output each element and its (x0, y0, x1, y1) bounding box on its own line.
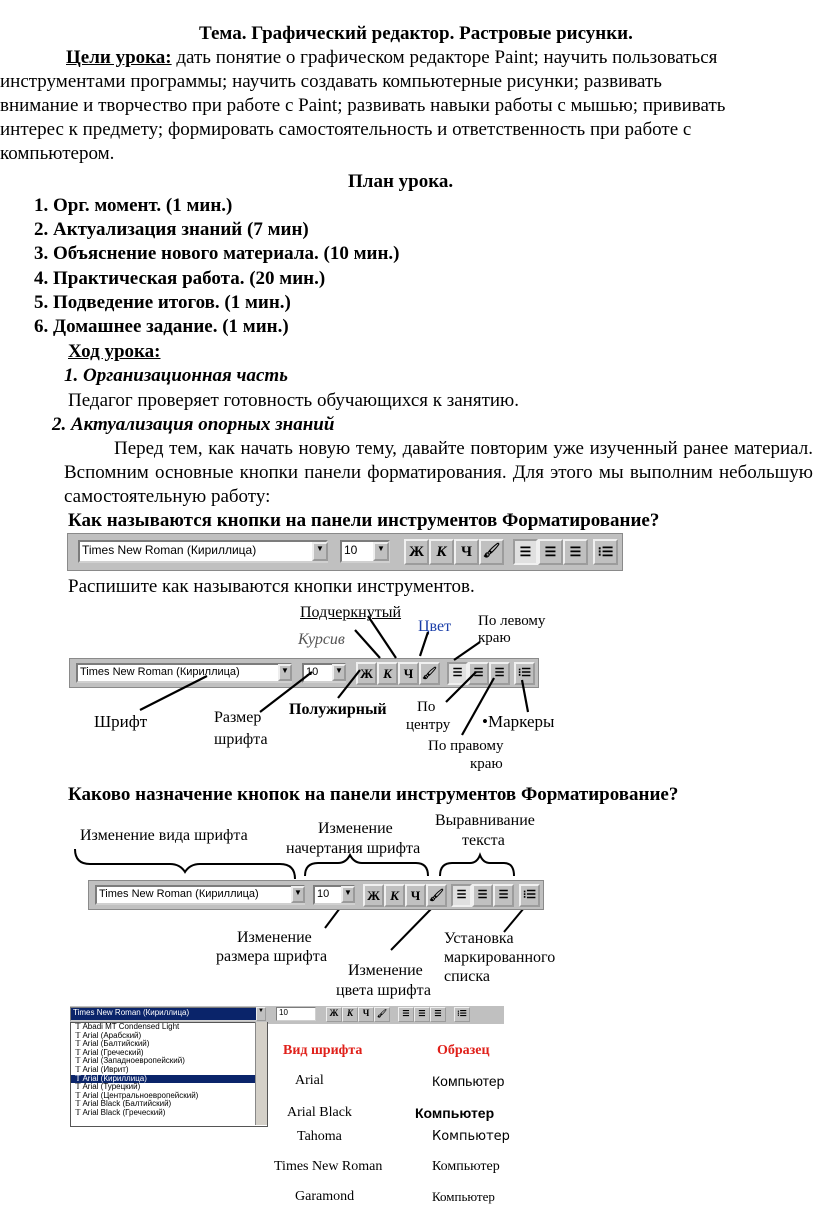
align-right-icon[interactable]: ☰ (493, 884, 514, 907)
bullet-list-icon[interactable]: ⁝☰ (514, 662, 535, 685)
label-left-1: По левому (478, 613, 546, 629)
label-list-2: маркированного (444, 949, 556, 966)
bullet-list-icon[interactable]: ⁝☰ (454, 1007, 470, 1022)
font-dropdown-arrow-icon[interactable]: ▼ (291, 886, 305, 903)
font-list-scrollbar[interactable] (255, 1022, 267, 1125)
font-color-icon[interactable]: 🖌 (374, 1007, 390, 1022)
section2-line-3: выполним небольшую самостоятельную работу: (64, 462, 813, 507)
label-font: Шрифт (94, 712, 148, 731)
font-list-item[interactable]: 𝕋 Arial (Греческий) (75, 1047, 144, 1057)
label-list-3: списка (444, 968, 490, 985)
font-row-sample: Компьютер (432, 1073, 505, 1089)
font-row-name: Arial Black (287, 1105, 352, 1120)
label-style-1: Изменение (318, 820, 393, 837)
question-1: Как называются кнопки на панели инструментов Форматирование? (68, 510, 660, 531)
font-size-combo[interactable]: 10 (302, 663, 346, 683)
font-row-sample: Компьютер (432, 1129, 510, 1144)
font-list-item[interactable]: 𝕋 Arial (Балтийский) (75, 1039, 150, 1049)
label-color: Цвет (418, 618, 452, 635)
italic-button[interactable]: К (342, 1007, 358, 1022)
size-dropdown-arrow-icon[interactable]: ▼ (373, 542, 389, 561)
bullet-list-icon[interactable]: ⁝☰ (519, 884, 540, 907)
goals-label: Цели урока: (66, 47, 172, 68)
label-align-1: Выравнивание (435, 812, 535, 829)
bold-button[interactable]: Ж (363, 884, 384, 907)
section2-title: 2. Актуализация опорных знаний (52, 414, 335, 435)
align-left-icon[interactable]: ☰ (513, 539, 538, 565)
font-list-item[interactable]: 𝕋 Arial Black (Балтийский) (75, 1099, 172, 1109)
font-size-combo[interactable]: 10 (313, 885, 355, 905)
align-center-icon[interactable]: ☰ (538, 539, 563, 565)
page-title: Тема. Графический редактор. Растровые рисунки. (199, 23, 633, 44)
font-name-combo-open[interactable]: Times New Roman (Кириллица) (70, 1007, 266, 1021)
formatting-toolbar-purpose (88, 880, 544, 910)
align-right-icon[interactable]: ☰ (563, 539, 588, 565)
label-size-change-1: Изменение (237, 929, 312, 946)
plan-item: 6. Домашнее задание. (1 мин.) (53, 315, 527, 339)
font-list-item[interactable]: 𝕋 Arial (Иврит) (75, 1064, 129, 1074)
align-left-icon[interactable]: ☰ (451, 884, 472, 907)
plan-title: План урока. (348, 171, 454, 192)
label-font-change: Изменение вида шрифта (80, 827, 248, 844)
font-list-item[interactable]: 𝕋 Arial Black (Греческий) (75, 1107, 166, 1117)
goals-line-5: компьютером. (0, 143, 115, 164)
align-center-icon[interactable]: ☰ (472, 884, 493, 907)
table-header-font: Вид шрифта (283, 1043, 363, 1058)
underline-button[interactable]: Ч (454, 539, 479, 565)
font-row-name: Times New Roman (274, 1159, 383, 1174)
course-title: Ход урока: (68, 341, 161, 362)
font-row-name: Tahoma (297, 1129, 342, 1144)
label-style-2: начертания шрифта (286, 840, 421, 857)
size-dropdown-arrow-icon[interactable]: ▼ (341, 886, 355, 903)
task-1: Распишите как называются кнопки инструментов. (68, 576, 475, 597)
font-row-sample: Компьютер (432, 1159, 500, 1174)
plan-item: 1. Орг. момент. (1 мин.) (53, 194, 527, 218)
font-list-item[interactable]: 𝕋 Arial (Арабский) (75, 1030, 142, 1040)
label-size-change-2: размера шрифта (216, 948, 328, 965)
label-markers: •Маркеры (482, 712, 555, 731)
label-size-1: Размер (214, 709, 262, 726)
italic-button[interactable]: К (377, 662, 398, 685)
bold-button[interactable]: Ж (356, 662, 377, 685)
section2-line-1: Перед тем, как начать новую тему, давайте повторим уже изученный ранее (114, 438, 729, 459)
goals-line-3: внимание и творчество при работе с Paint; развивать навыки работы с мышью; прививать (0, 95, 726, 116)
italic-button[interactable]: К (384, 884, 405, 907)
plan-item: 4. Практическая работа. (20 мин.) (53, 267, 527, 291)
font-size-combo[interactable]: 10 (340, 540, 390, 563)
label-bold: Полужирный (289, 701, 387, 718)
label-align-2: текста (462, 832, 505, 849)
italic-button[interactable]: К (429, 539, 454, 565)
section1-title: 1. Организационная часть (64, 365, 288, 386)
bold-button[interactable]: Ж (404, 539, 429, 565)
font-dropdown-arrow-icon[interactable]: ▼ (256, 1007, 266, 1021)
align-center-icon[interactable]: ☰ (414, 1007, 430, 1022)
label-size-2: шрифта (214, 731, 268, 748)
font-color-icon[interactable]: 🖌 (479, 539, 504, 565)
goals-line-2: инструментами программы; научить создавать компьютерные рисунки; развивать (0, 71, 662, 92)
align-left-icon[interactable]: ☰ (447, 662, 468, 685)
font-list-item[interactable]: 𝕋 Arial (Турецкий) (75, 1082, 141, 1092)
goals-text-1: дать понятие о графическом редакторе Paint; научить пользоваться (171, 47, 718, 68)
label-center-1: По (417, 699, 436, 715)
section2-line-2: материал. Вспомним основные кнопки панели форматирования. Для этого мы (64, 438, 814, 483)
label-color-change-2: цвета шрифта (336, 982, 431, 999)
font-row-sample: Компьютер (432, 1189, 495, 1204)
section1-text: Педагог проверяет готовность обучающихся к занятию. (68, 390, 519, 411)
font-row-name: Garamond (295, 1189, 355, 1204)
font-row-name: Arial (295, 1073, 324, 1088)
font-list-item[interactable]: 𝕋 Arial (Западноевропейский) (75, 1056, 185, 1066)
label-right-2: краю (470, 756, 503, 772)
label-left-2: краю (478, 630, 511, 646)
underline-button[interactable]: Ч (398, 662, 419, 685)
font-name-combo[interactable]: Times New Roman (Кириллица) (76, 663, 292, 683)
font-dropdown-list[interactable] (70, 1022, 268, 1127)
bold-button[interactable]: Ж (326, 1007, 342, 1022)
font-row-sample: Компьютер (415, 1105, 495, 1121)
font-dropdown-arrow-icon[interactable]: ▼ (312, 542, 328, 561)
font-list-item-selected[interactable]: 𝕋 Arial (Кириллица) (71, 1075, 267, 1084)
label-underline: Подчеркнутый (300, 604, 402, 621)
font-list-item[interactable]: 𝕋 Arial (Центральноевропейский) (75, 1090, 199, 1100)
font-color-icon[interactable]: 🖌 (426, 884, 447, 907)
font-color-icon[interactable]: 🖌 (419, 662, 440, 685)
question-2: Каково назначение кнопок на панели инструментов Форматирование? (68, 784, 679, 805)
align-right-icon[interactable]: ☰ (430, 1007, 446, 1022)
bullet-list-icon[interactable]: ⁝☰ (593, 539, 618, 565)
plan-item: 2. Актуализация знаний (7 мин) (53, 218, 527, 242)
plan-item: 3. Объяснение нового материала. (10 мин.) (53, 242, 527, 266)
underline-button[interactable]: Ч (405, 884, 426, 907)
label-center-2: центру (406, 717, 451, 733)
plan-item: 5. Подведение итогов. (1 мин.) (53, 291, 527, 315)
font-name-combo[interactable]: Times New Roman (Кириллица) (95, 885, 305, 905)
label-list-1: Установка (444, 930, 514, 947)
size-dropdown-arrow-icon[interactable]: ▼ (332, 664, 346, 681)
font-size-combo[interactable]: 10 (276, 1007, 316, 1021)
table-header-sample: Образец (437, 1043, 490, 1058)
font-list-item[interactable]: 𝕋 Abadi MT Condensed Light (75, 1022, 180, 1031)
goals-line-4: интерес к предмету; формировать самостоятельность и ответственность при работе с (0, 119, 692, 140)
label-italic: Курсив (298, 631, 345, 648)
align-right-icon[interactable]: ☰ (489, 662, 510, 685)
font-name-combo[interactable]: Times New Roman (Кириллица) (78, 540, 328, 563)
font-dropdown-arrow-icon[interactable]: ▼ (278, 664, 292, 681)
label-right-1: По правому (428, 738, 504, 754)
align-center-icon[interactable]: ☰ (468, 662, 489, 685)
align-left-icon[interactable]: ☰ (398, 1007, 414, 1022)
label-color-change-1: Изменение (348, 962, 423, 979)
underline-button[interactable]: Ч (358, 1007, 374, 1022)
